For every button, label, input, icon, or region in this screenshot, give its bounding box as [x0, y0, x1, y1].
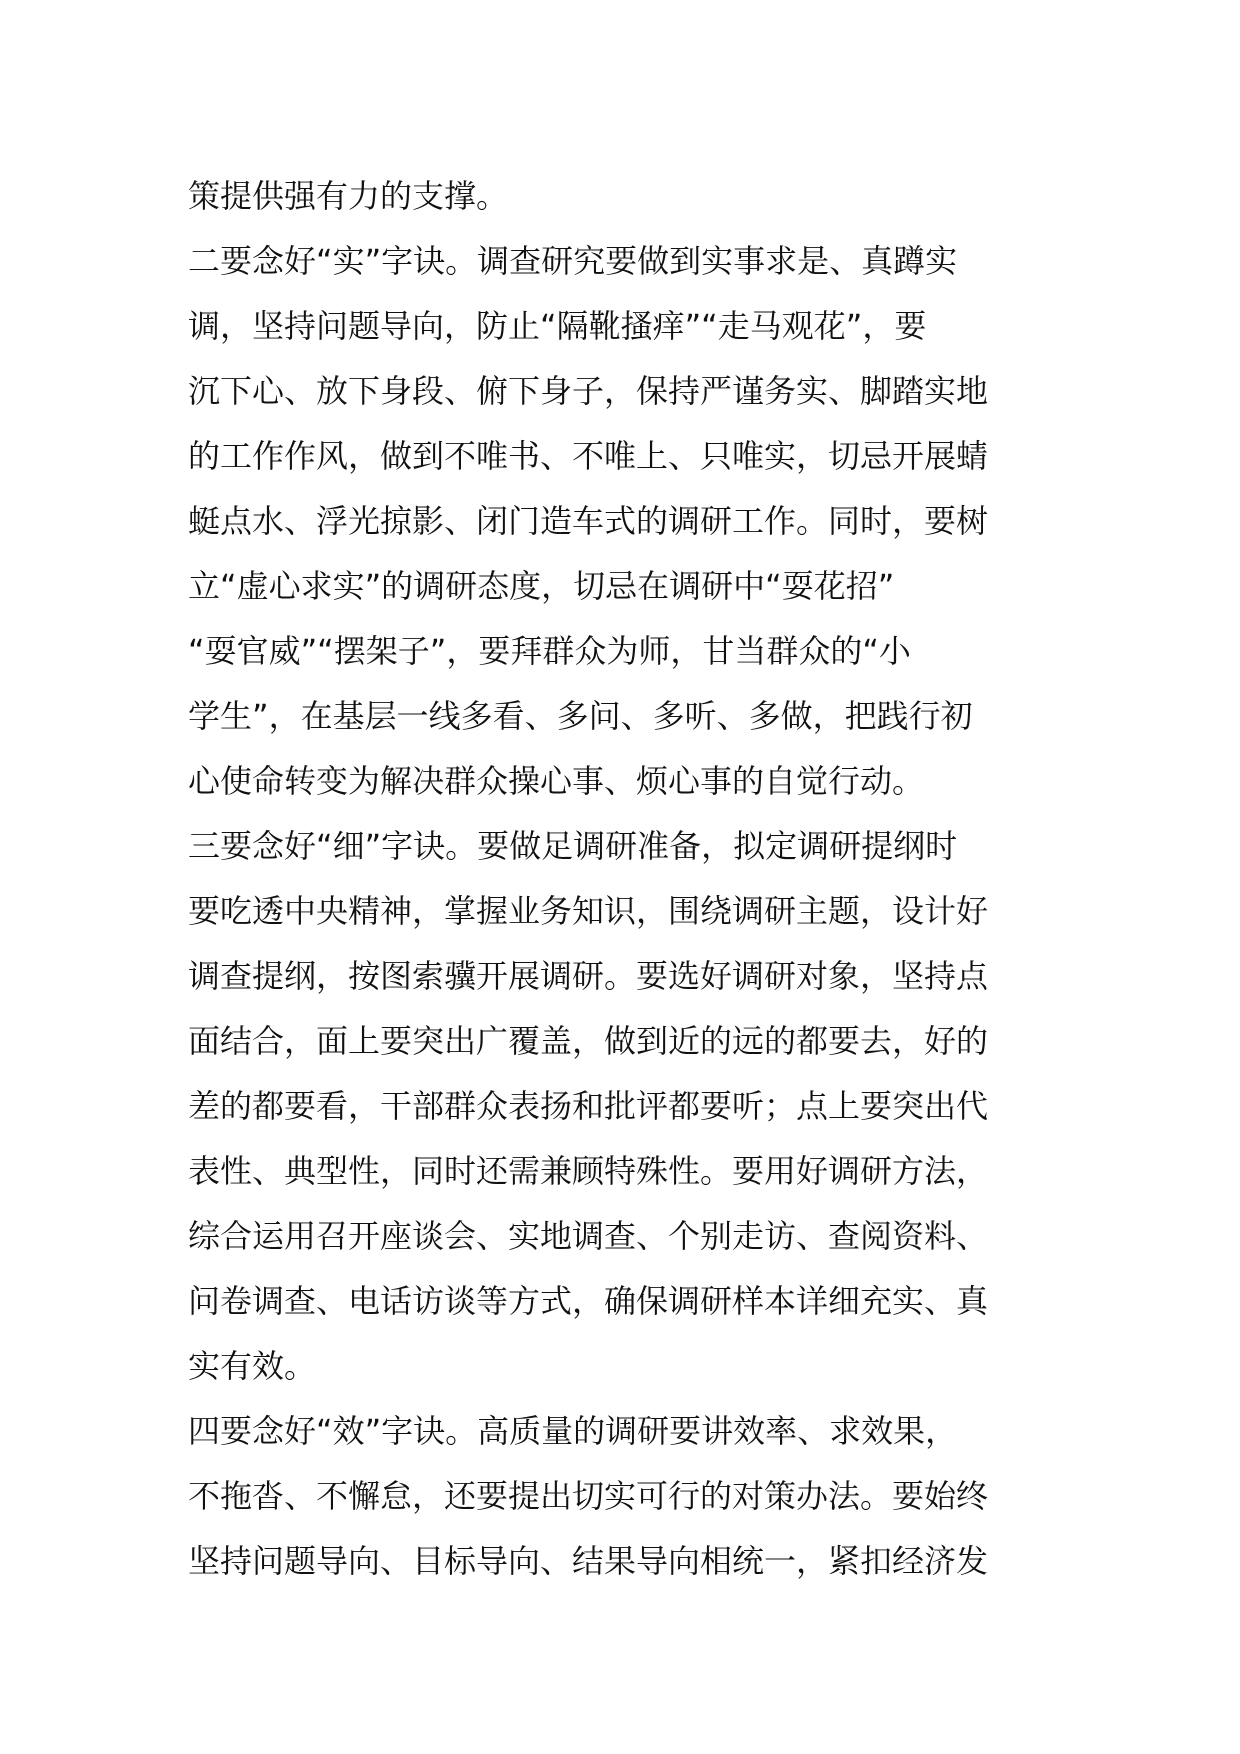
text-line: 面结合，面上要突出广覆盖，做到近的远的都要去，好的 [188, 1022, 989, 1060]
text-line: 差的都要看，干部群众表扬和批评都要听；点上要突出代 [188, 1087, 989, 1125]
text-line: 坚持问题导向、目标导向、结果导向相统一，紧扣经济发 [188, 1542, 989, 1580]
text-line: 不拖沓、不懈怠，还要提出切实可行的对策办法。要始终 [188, 1477, 989, 1515]
text-line: 学生”，在基层一线多看、多问、多听、多做，把践行初 [188, 697, 973, 735]
text-line: “耍官威”“摆架子”，要拜群众为师，甘当群众的“小 [188, 632, 911, 670]
text-line: 策提供强有力的支撑。 [188, 177, 509, 215]
text-line: 调，坚持问题导向，防止“隔靴搔痒”“走马观花”，要 [188, 307, 927, 345]
text-line: 沉下心、放下身段、俯下身子，保持严谨务实、脚踏实地 [188, 372, 989, 410]
text-line: 心使命转变为解决群众操心事、烦心事的自觉行动。 [188, 762, 925, 800]
text-line: 问卷调查、电话访谈等方式，确保调研样本详细充实、真 [188, 1282, 989, 1320]
text-line: 蜓点水、浮光掠影、闭门造车式的调研工作。同时，要树 [188, 502, 989, 540]
text-line: 二要念好“实”字诀。调查研究要做到实事求是、真蹲实 [188, 242, 958, 280]
text-line: 要吃透中央精神，掌握业务知识，围绕调研主题，设计好 [188, 892, 989, 930]
text-line: 的工作作风，做到不唯书、不唯上、只唯实，切忌开展蜻 [188, 437, 989, 475]
text-line: 立“虚心求实”的调研态度，切忌在调研中“耍花招” [188, 567, 895, 605]
text-line: 四要念好“效”字诀。高质量的调研要讲效率、求效果， [188, 1412, 958, 1450]
text-line: 调查提纲，按图索骥开展调研。要选好调研对象，坚持点 [188, 957, 989, 995]
text-line: 三要念好“细”字诀。要做足调研准备，拟定调研提纲时 [188, 827, 958, 865]
document-body [188, 164, 1058, 1594]
text-line: 表性、典型性，同时还需兼顾特殊性。要用好调研方法， [188, 1152, 989, 1190]
text-line: 实有效。 [188, 1347, 317, 1385]
text-line: 综合运用召开座谈会、实地调查、个别走访、查阅资料、 [188, 1217, 989, 1255]
